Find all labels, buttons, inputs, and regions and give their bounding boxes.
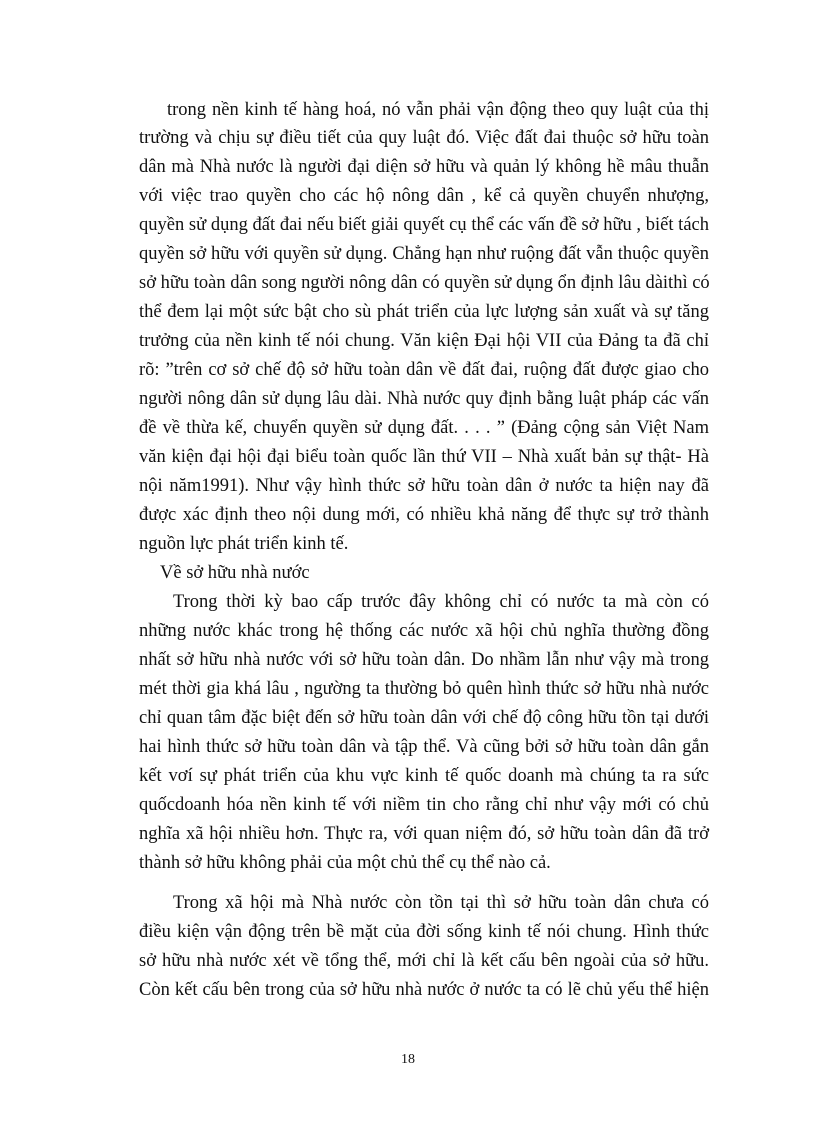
text-line: nghĩa xã hội nhiều hơn. Thực ra, với quan niệm đó, sở hữu toàn dân đã trở <box>139 824 709 844</box>
section-heading: Về sở hữu nhà nước <box>160 563 310 583</box>
text-line: sở hữu toàn dân song người nông dân có quyền sử dụng ổn định lâu dàithì có <box>139 273 710 293</box>
text-line: rõ: ”trên cơ sở chế độ sở hữu toàn dân về đất đai, ruộng đất được giao cho <box>139 360 709 380</box>
text-line: Còn kết cấu bên trong của sở hữu nhà nước ở nước ta có lẽ chủ yếu thể hiện <box>139 980 709 1000</box>
text-line: nội năm1991). Như vậy hình thức sở hữu toàn dân ở nước ta hiện nay đã <box>139 476 709 496</box>
text-line: sở hữu nhà nước xét về tổng thể, mới chỉ là kết cấu bên ngoài của sở hữu. <box>139 951 709 971</box>
text-line: điều kiện vận động trên bề mặt của đời sống kinh tế nói chung. Hình thức <box>139 922 709 942</box>
text-line: những nước khác trong hệ thống các nước xã hội chủ nghĩa thường đồng <box>139 621 709 641</box>
text-line: trưởng của nền kinh tế nói chung. Văn kiện Đại hội VII của Đảng ta đã chỉ <box>139 331 709 351</box>
text-line: dân mà Nhà nước là người đại diện sở hữu và quản lý không hề mâu thuẫn <box>139 157 709 177</box>
text-line: quyền sử dụng đất đai nếu biết giải quyết cụ thể các vấn đề sở hữu , biết tách <box>139 215 709 235</box>
text-line: nhất sở hữu nhà nước với sở hữu toàn dân. Do nhầm lẫn như vậy mà trong <box>139 650 709 670</box>
text-line: hai hình thức sở hữu toàn dân và tập thể. Và cũng bởi sở hữu toàn dân gắn <box>139 737 709 757</box>
text-line: được xác định theo nội dung mới, có nhiều khả năng để thực sự trở thành <box>139 505 709 525</box>
text-line: mét thời gia khá lâu , ngường ta thường bỏ quên hình thức sở hữu nhà nước <box>139 679 709 699</box>
text-line: kết vơí sự phát triển của khu vực kinh tế quốc doanh mà chúng ta ra sức <box>139 766 709 786</box>
text-line: đề về thừa kế, chuyển quyền sử dụng đất. . . . ” (Đảng cộng sản Việt Nam <box>139 418 709 438</box>
page-number: 18 <box>401 1052 415 1067</box>
text-line: thành sở hữu không phải của một chủ thể cụ thể nào cả. <box>139 853 551 873</box>
text-line: Trong thời kỳ bao cấp trước đây không chỉ có nước ta mà còn có <box>173 592 709 612</box>
text-line: quốcdoanh hóa nền kinh tế với niềm tin cho rằng chỉ như vậy mới có chủ <box>139 795 709 815</box>
text-line: văn kiện đại hội đại biểu toàn quốc lần thứ VII – Nhà xuất bản sự thật- Hà <box>139 447 709 467</box>
text-line: quyền sở hữu với quyền sử dụng. Chẳng hạn như ruộng đất vẫn thuộc quyền <box>139 244 709 264</box>
text-line: Trong xã hội mà Nhà nước còn tồn tại thì sở hữu toàn dân chưa có <box>173 893 709 913</box>
text-line: chỉ quan tâm đặc biệt đến sở hữu toàn dân với chế độ công hữu tồn tại dưới <box>139 708 709 728</box>
text-line: nguồn lực phát triển kinh tế. <box>139 534 349 554</box>
text-line: với việc trao quyền cho các hộ nông dân , kể cả quyền chuyển nhượng, <box>139 186 709 206</box>
text-line: trường và chịu sự điều tiết của quy luật đó. Việc đất đai thuộc sở hữu toàn <box>139 128 709 148</box>
text-line: người nông dân sử dụng lâu dài. Nhà nước quy định bằng luật pháp các vấn <box>139 389 709 409</box>
text-line: trong nền kinh tế hàng hoá, nó vẫn phải vận động theo quy luật của thị <box>167 100 709 120</box>
text-line: thể đem lại một sức bật cho sù phát triển của lực lượng sản xuất và sự tăng <box>139 302 709 322</box>
